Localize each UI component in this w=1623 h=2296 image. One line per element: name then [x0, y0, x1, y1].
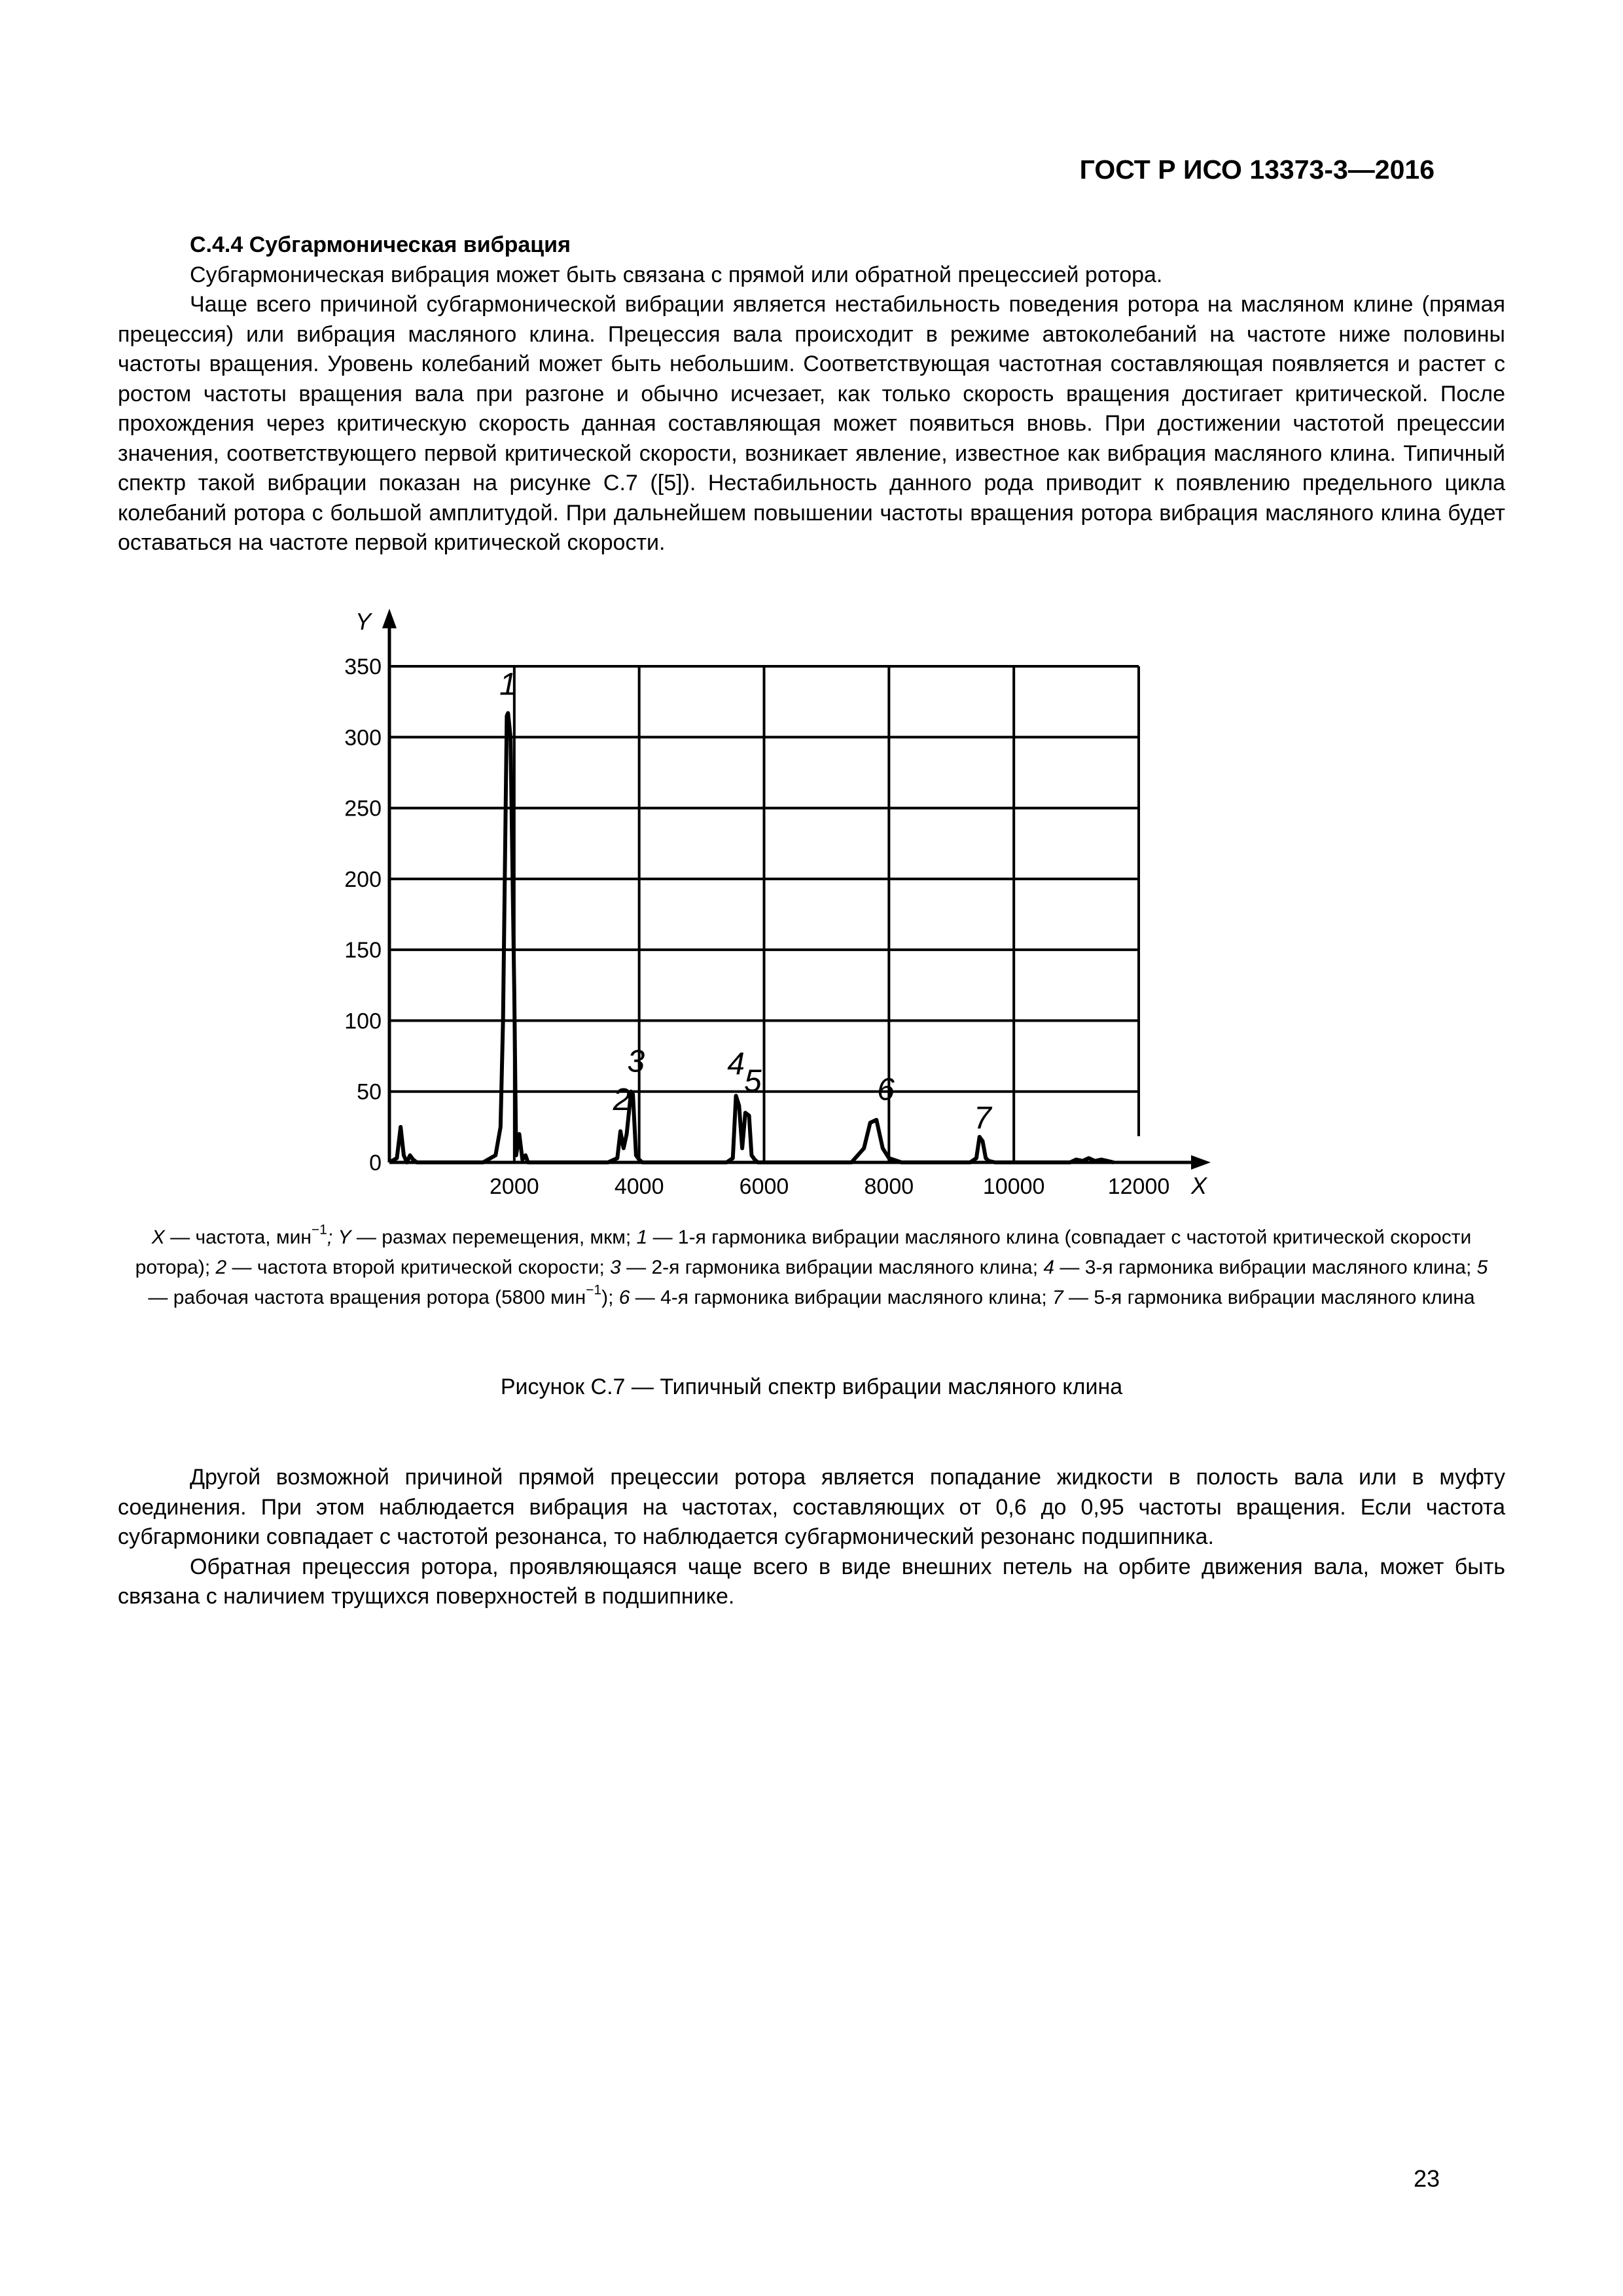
legend-x-exponent: −1	[311, 1222, 327, 1238]
legend-t7: — 5-я гармоника вибрации масляного клина	[1063, 1287, 1475, 1308]
legend-t5: — рабочая частота вращения ротора (5800 мин	[148, 1287, 586, 1308]
legend-n2: 2	[215, 1257, 227, 1278]
legend-x-text: — частота, мин	[164, 1227, 312, 1248]
x-tick-label: 10000	[982, 1174, 1045, 1199]
y-tick-label: 150	[344, 938, 382, 963]
x-axis-label: X	[1191, 1172, 1207, 1199]
y-tick-label: 50	[357, 1079, 382, 1105]
y-axis-label: Y	[355, 608, 371, 635]
legend-n3: 3	[610, 1257, 621, 1278]
x-tick-label: 4000	[614, 1174, 664, 1199]
legend-t2: — частота второй критической скорости;	[226, 1257, 611, 1278]
legend-t3: — 2-я гармоника вибрации масляного клина;	[620, 1257, 1044, 1278]
y-tick-label: 200	[344, 867, 382, 892]
figure-caption: Рисунок С.7 — Типичный спектр вибрации масляного клина	[500, 1374, 1123, 1399]
y-axis-arrow	[382, 609, 397, 628]
legend-n7: 7	[1052, 1287, 1063, 1308]
legend-n4: 4	[1043, 1257, 1055, 1278]
peak-label: 1	[499, 667, 517, 702]
section-title: С.4.4 Субгармоническая вибрация	[190, 232, 571, 257]
x-axis-arrow	[1191, 1155, 1211, 1170]
section-text	[118, 230, 1505, 558]
legend-x-symbol: X	[151, 1227, 165, 1248]
spectrum-chart	[327, 609, 1243, 1198]
legend-t5-end: );	[601, 1287, 619, 1308]
paragraph: Субгармоническая вибрация может быть связана с прямой или обратной прецессией ротора.	[190, 262, 1163, 287]
y-tick-label: 300	[344, 725, 382, 751]
y-tick-label: 0	[369, 1151, 382, 1175]
y-tick-label: 250	[344, 796, 382, 821]
legend-t4: — 3-я гармоника вибрации масляного клина;	[1054, 1257, 1477, 1278]
peak-label: 6	[877, 1072, 895, 1107]
body-text	[118, 1463, 1505, 1612]
legend-t1: — 1-я гармоника вибрации масляного клина (совпадает с частотой критической скорости ротора);	[135, 1227, 1472, 1278]
legend-t6: — 4-я гармоника вибрации масляного клина;	[630, 1287, 1053, 1308]
legend-y-text: — размах перемещения, мкм;	[351, 1227, 637, 1248]
legend-y-symbol: ; Y	[327, 1227, 351, 1248]
y-tick-label: 350	[344, 655, 382, 679]
legend-t5-exponent: −1	[586, 1282, 602, 1298]
legend-n5: 5	[1476, 1257, 1488, 1278]
y-tick-label: 100	[344, 1009, 382, 1034]
document-header: ГОСТ Р ИСО 13373-3—2016	[1079, 154, 1435, 185]
x-tick-label: 12000	[1107, 1174, 1170, 1199]
paragraph: Чаще всего причиной субгармонической вибрации является нестабильность поведения ротора на масляном клине (прямая прецессия) или вибрация масляного клина. Прецессия вала происходит в режиме автоколебаний на частоте ниже половины частоты вращения. Уровень колебаний может быть небольшим. Соответствующая частотная составляющая появляется и растет с ростом частоты вращения вала при разгоне и обычно исчезает, как только скорость вращения достигает критической. После прохождения через критическую скорость данная составляющая может появиться вновь. При достижении частотой прецессии значения, соответствующего первой критической скорости, возникает явление, известное как вибрация масляного клина. Типичный спектр такой вибрации показан на рисунке С.7 ([5]). Нестабильность данного рода приводит к появлению предельного цикла колебаний ротора с большой амплитудой. При дальнейшем повышении частоты вращения ротора вибрация масляного клина будет оставаться на частоте первой критической скорости.	[118, 292, 1505, 555]
page-number: 23	[1413, 2165, 1440, 2192]
legend-n1: 1	[636, 1227, 648, 1248]
spectrum-figure	[327, 609, 1243, 1198]
peak-label: 2	[613, 1082, 631, 1117]
peak-label: 3	[627, 1044, 645, 1079]
peak-label: 5	[743, 1064, 762, 1099]
peak-label: 4	[727, 1047, 745, 1082]
x-tick-label: 2000	[490, 1174, 539, 1199]
paragraph: Другой возможной причиной прямой прецессии ротора является попадание жидкости в полость вала или в муфту соединения. При этом наблюдается вибрация на частотах, составляющих от 0,6 до 0,95 частоты вращения. Если частота субгармоники совпадает с частотой резонанса, то наблюдается субгармонический резонанс подшипника.	[118, 1465, 1505, 1549]
figure-legend	[124, 1223, 1499, 1313]
x-tick-label: 8000	[864, 1174, 914, 1199]
x-tick-label: 6000	[739, 1174, 789, 1199]
legend-n6: 6	[618, 1287, 630, 1308]
peak-label: 7	[974, 1101, 991, 1136]
paragraph: Обратная прецессия ротора, проявляющаяся чаще всего в виде внешних петель на орбите движения вала, может быть связана с наличием трущихся поверхностей в подшипнике.	[118, 1554, 1505, 1609]
